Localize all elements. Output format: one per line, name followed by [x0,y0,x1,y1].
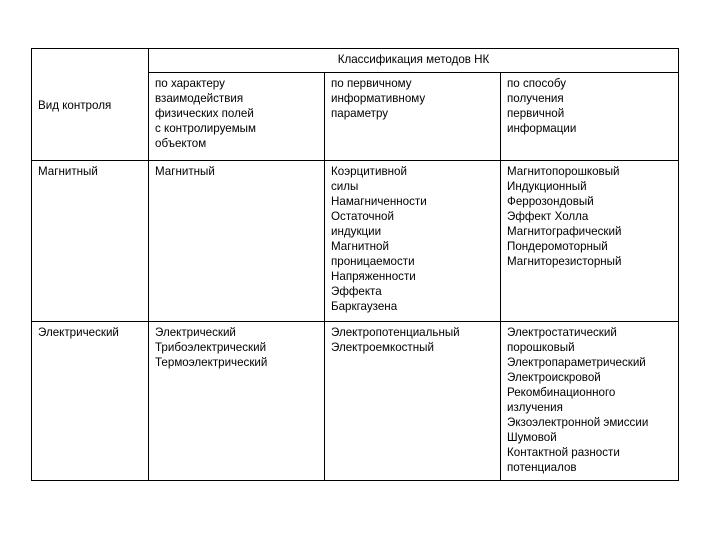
subheader-interaction [149,73,325,161]
subheader-parameter [325,73,501,161]
cell-line: Коэрцитивной [331,165,407,178]
table-cell [325,322,501,481]
cell-line: Намагниченности [331,195,427,208]
table-cell [325,161,501,322]
cell-line: Электрический [155,326,236,339]
subheader-method [501,73,679,161]
cell-line: Магнитопорошковый [507,165,620,178]
cell-line: Магнитографический [507,225,622,238]
cell-line: Термоэлектрический [155,356,268,369]
table-cell [149,161,325,322]
cell-line: проницаемости [331,255,415,268]
subheader-line: по способу [507,77,567,90]
cell-line: Феррозондовый [507,195,594,208]
table-cell [501,161,679,322]
cell-line: Электропотенциальный [331,326,460,339]
table-row-electrical [32,322,679,481]
cell-line: Рекомбинационного [507,386,616,399]
cell-line: Магниторезисторный [507,255,622,268]
subheader-line: первичной [507,107,565,120]
row-type-cell [32,322,149,481]
subheader-line: параметру [331,107,389,120]
cell-line: Эффект Холла [507,210,589,223]
row-type-label: Электрический [38,326,119,339]
cell-line: Баркгаузена [331,300,398,313]
cell-line: силы [331,180,359,193]
cell-line: Напряженности [331,270,416,283]
cell-line: Трибоэлектрический [155,341,267,354]
cell-line: Шумовой [507,431,557,444]
subheader-line: по характеру [155,77,225,90]
subheader-line: по первичному [331,77,412,90]
cell-line: Остаточной [331,210,394,223]
row-type-label: Магнитный [38,165,98,178]
header-row [32,49,679,73]
table-row-magnetic [32,161,679,322]
subheader-line: информативному [331,92,426,105]
subheader-line: с контролируемым [155,122,256,135]
cell-line: Индукционный [507,180,587,193]
table-cell [501,322,679,481]
cell-line: порошковый [507,341,575,354]
subheader-line: взаимодействия [155,92,244,105]
control-type-header [32,49,149,161]
nk-classification-table [31,48,679,481]
table-cell [149,322,325,481]
subheader-line: информации [507,122,577,135]
row-type-cell [32,161,149,322]
cell-line: Магнитной [331,240,389,253]
cell-line: Экзоэлектронной эмиссии [507,416,649,429]
cell-line: Пондеромоторный [507,240,608,253]
cell-line: Магнитный [155,165,215,178]
cell-line: излучения [507,401,563,414]
cell-line: Контактной разности [507,446,620,459]
cell-line: Электроискровой [507,371,601,384]
subheader-line: объектом [155,137,207,150]
cell-line: потенциалов [507,461,577,474]
classification-header-text: Классификация методов НК [337,53,490,66]
subheader-line: получения [507,92,564,105]
subheader-line: физических полей [155,107,254,120]
classification-header [149,49,679,73]
cell-line: Электроемкостный [331,341,434,354]
cell-line: Эффекта [331,285,382,298]
cell-line: индукции [331,225,382,238]
cell-line: Электропараметрический [507,356,646,369]
control-type-header-text: Вид контроля [38,98,112,112]
cell-line: Электростатический [507,326,617,339]
